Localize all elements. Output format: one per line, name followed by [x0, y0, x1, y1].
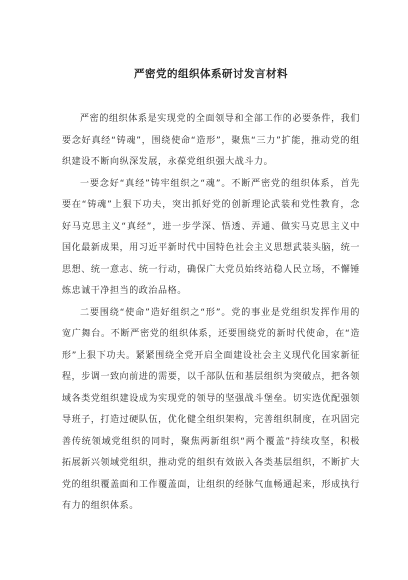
document-title: 严密党的组织体系研讨发言材料 [134, 68, 288, 80]
paragraph-one: 一要念好“真经”铸牢组织之“魂”。不断严密党的组织体系，首先要在“铸魂”上狠下功夫，突出抓好党的创新理论武装和党性教育，念好马克思主义“真经”，进一步学深、悟透、弄通、做实马克思主义中国化最新成果，用习近平新时代中国特色社会主义思想武装头脑，统一思想、统一意志、统一行动，确保广大党员始终站稳人民立场，不懈锤炼忠诚干净担当的政治品格。 [62, 178, 360, 296]
paragraph-two: 二要围绕“使命”造好组织之“形”。党的事业是党组织发挥作用的宽广舞台。不断严密党的组织体系，还要围绕党的新时代使命，在“造形”上狠下功夫。紧紧围绕全党开启全面建设社会主义现代化国家新征程，步调一致向前进的需要，以千部队伍和基层组织为突破点，把各领域各类党组织建设成为实现党的领导的坚强战斗堡垒。切实选优配强领导班子，打造过硬队伍，优化健全组织架构，完善组织制度，在巩固完善传统领域党组织的同时，聚焦两新组织“两个覆盖”持续攻坚，积极拓展新兴领域党组织，推动党的组织有效嵌入各类基层组织，不断扩大党的组织覆盖面和工作覆盖面，让组织的经脉气血畅通起来，形成执行有力的组织体系。 [62, 307, 360, 511]
paragraph-intro: 严密的组织体系是实现党的全面领导和全部工作的必要条件，我们要念好真经“铸魂”，围绕使命“造形”，聚焦“三力”扩能，推动党的组织建设不断向纵深发展，永葆党组织强大战斗力。 [62, 114, 360, 167]
